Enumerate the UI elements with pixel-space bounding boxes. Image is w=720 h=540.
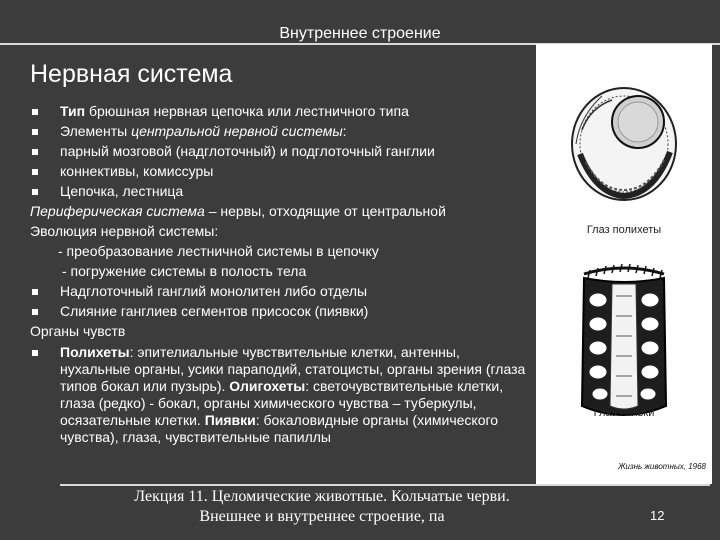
footer-line: Лекция 11. Целомические животные. Кольчатые черви. bbox=[134, 488, 510, 505]
figure-caption: Глаз пиявки bbox=[593, 407, 655, 419]
text: – нервы, отходящие от центральной bbox=[204, 203, 446, 219]
bullet-item bbox=[30, 121, 530, 141]
text-line: Органы чувств bbox=[30, 323, 126, 339]
footer-lecture-title bbox=[62, 487, 582, 527]
italic-term: Периферическая система bbox=[30, 203, 205, 219]
bullet-item: парный мозговой (надглоточный) и подглоточный ганглии bbox=[30, 141, 530, 161]
page-number: 12 bbox=[650, 508, 665, 523]
figure-source: Жизнь животных, 1968 bbox=[618, 462, 706, 471]
bullet-item bbox=[30, 101, 530, 121]
text: : бокаловидные органы (химического чувства), глаза, чувствительные папиллы bbox=[60, 412, 499, 445]
text: : bbox=[342, 123, 347, 139]
text: : светочувствительные клетки, глаза (редко) - бокал, органы химического чувства – туберкулы, осязательные клетки. bbox=[60, 378, 504, 428]
slide-title: Нервная система bbox=[30, 60, 233, 88]
header-bar bbox=[0, 0, 720, 44]
bullet-item: Слияние ганглиев сегментов присосок (пиявки) bbox=[30, 301, 530, 321]
bullet-item: Надглоточный ганглий монолитен либо отделы bbox=[30, 281, 530, 301]
text: : эпителиальные чувствительные клетки, антенны, нухальные органы, усики параподий, статоцисты, органы зрения (глаза типов бокал или пузырь). bbox=[60, 344, 526, 394]
figure-caption: Глаз полихеты bbox=[586, 224, 662, 236]
bullet-item: коннективы, комиссуры bbox=[30, 161, 530, 181]
bold-term: Полихеты bbox=[60, 344, 130, 360]
leech-eye-illustration bbox=[536, 256, 712, 426]
sub-item: - преобразование лестничной системы в цепочку bbox=[58, 243, 379, 259]
italic-term: центральной нервной системы bbox=[131, 123, 343, 139]
polychaete-eye-illustration bbox=[536, 44, 712, 204]
bold-term: Тип bbox=[60, 103, 86, 119]
bullet-item: Цепочка, лестница bbox=[30, 181, 530, 201]
figure-panel bbox=[536, 44, 712, 484]
text: Элементы bbox=[60, 123, 132, 139]
slide-content bbox=[30, 101, 530, 446]
section-title: Внутреннее строение bbox=[279, 25, 441, 42]
footer-divider bbox=[60, 484, 710, 486]
footer-line: Внешнее и внутреннее строение, па bbox=[199, 508, 445, 525]
text-line bbox=[30, 201, 530, 221]
bullet-paragraph bbox=[30, 344, 530, 446]
bold-term: Олигохеты bbox=[229, 378, 306, 394]
sub-item: - погружение системы в полость тела bbox=[62, 263, 307, 279]
text: брюшная нервная цепочка или лестничного типа bbox=[85, 103, 409, 119]
text-line: Эволюция нервной системы: bbox=[30, 223, 219, 239]
bold-term: Пиявки bbox=[204, 412, 256, 428]
